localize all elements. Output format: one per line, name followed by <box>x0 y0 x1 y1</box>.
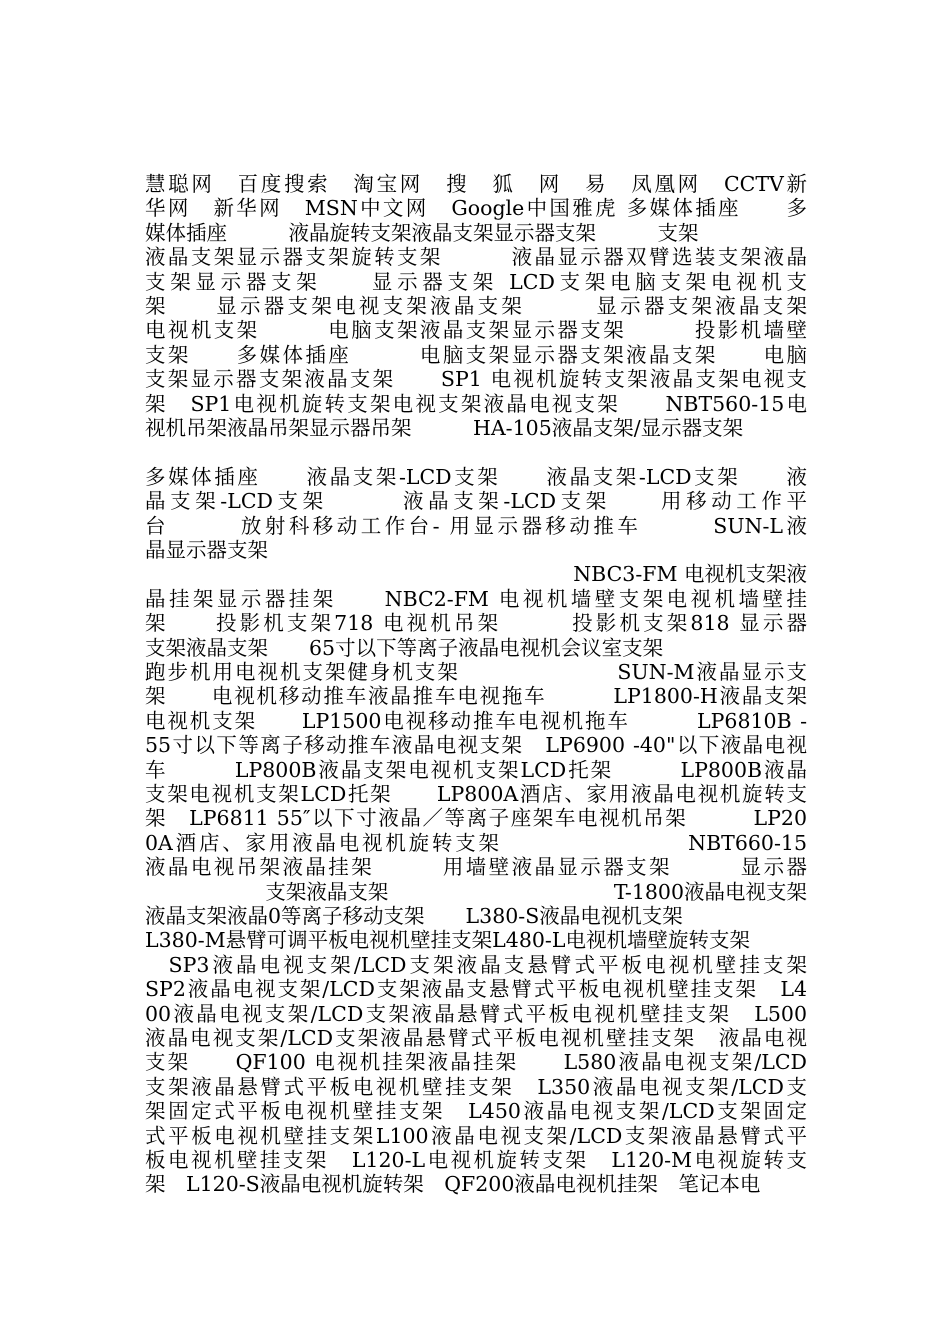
text-line: 晶显示器支架 <box>145 538 268 562</box>
text-line: 电视机支架 LP1500电视移动推车电视机拖车 LP6810B - <box>145 708 807 733</box>
text-line: 式平板电视机壁挂支架L100液晶电视支架/LCD支架液晶悬臂式平 <box>145 1123 807 1148</box>
text-line: 架 投影机支架718 电视机吊架 投影机支架818 显示器 <box>145 611 807 636</box>
text-line: 液晶电视支架/LCD支架液晶悬臂式平板电视机壁挂支架 液晶电视 <box>145 1026 807 1050</box>
text-line: 视机吊架液晶吊架显示器吊架 HA-105液晶支架/显示器支架 <box>145 416 744 440</box>
text-line <box>145 440 807 464</box>
text-line: 车 LP800B液晶支架电视机支架LCD托架 LP800B液晶 <box>145 757 807 782</box>
text-line: 支架 多媒体插座 电脑支架显示器支架液晶支架 电脑 <box>145 342 807 367</box>
text-line: 0A酒店、家用液晶电视机旋转支架 NBT660-15 <box>145 830 807 855</box>
text-line: 慧聪网 百度搜索 淘宝网 搜 狐 网 易 凤凰网 CCTV新 <box>145 172 807 196</box>
text-line: 晶支架-LCD支架 液晶支架-LCD支架 用移动工作平 <box>145 489 807 514</box>
text-line: 台 放射科移动工作台- 用显示器移动推车 SUN-L液 <box>145 513 807 538</box>
text-line: NBC3-FM 电视机支架液 <box>573 562 807 587</box>
text-line: 支架电视机支架LCD托架 LP800A酒店、家用液晶电视机旋转支 <box>145 782 807 806</box>
text-line: 架 LP6811 55″以下寸液晶／等离子座架车电视机吊架 LP20 <box>145 806 807 831</box>
text-line: 支架显示器支架 显示器支架 LCD支架电脑支架电视机支 <box>145 269 807 294</box>
text-line: 架 显示器支架电视支架液晶支架 显示器支架液晶支架 <box>145 294 807 318</box>
text-line: 跑步机用电视机支架健身机支架 SUN-M液晶显示支 <box>145 660 807 684</box>
text-line: 支架显示器支架液晶支架 SP1 电视机旋转支架液晶支架电视支 <box>145 367 807 392</box>
text-line: 液晶电视吊架液晶挂架 用墙壁液晶显示器支架 显示器 <box>145 855 807 880</box>
text-line: SP2液晶电视支架/LCD支架液晶支悬臂式平板电视机壁挂支架 L4 <box>145 977 807 1002</box>
text-line: SP3液晶电视支架/LCD支架液晶支悬臂式平板电视机壁挂支架 <box>145 952 807 977</box>
text-line: 架 L120-S液晶电视机旋转架 QF200液晶电视机挂架 笔记本电 <box>145 1172 761 1197</box>
text-line: 晶挂架显示器挂架 NBC2-FM 电视机墙壁支架电视机墙壁挂 <box>145 586 807 611</box>
text-line: 支架液晶悬臂式平板电视机壁挂支架 L350液晶电视支架/LCD支 <box>145 1074 807 1099</box>
text-line: 支架 QF100 电视机挂架液晶挂架 L580液晶电视支架/LCD <box>145 1050 807 1075</box>
text-line: 电视机支架 电脑支架液晶支架显示器支架 投影机墙壁 <box>145 318 807 343</box>
text-line: 架 SP1电视机旋转支架电视支架液晶电视支架 NBT560-15电 <box>145 391 807 416</box>
text-line: 55寸以下等离子移动推车液晶电视支架 LP6900 -40"以下液晶电视 <box>145 733 807 758</box>
text-line: 液晶支架液晶0等离子移动支架 L380-S液晶电视机支架 <box>145 904 683 928</box>
text-line: 00液晶电视支架/LCD支架液晶悬臂式平板电视机壁挂支架 L500 <box>145 1001 807 1026</box>
text-line: 多媒体插座 液晶支架-LCD支架 液晶支架-LCD支架 液 <box>145 464 807 489</box>
text-line: 板电视机壁挂支架 L120-L电视机旋转支架 L120-M电视旋转支 <box>145 1148 807 1172</box>
text-line: 架固定式平板电视机壁挂支架 L450液晶电视支架/LCD支架固定 <box>145 1099 807 1124</box>
text-line: 支架液晶支架 T-1800液晶电视支架 <box>265 879 807 904</box>
text-line: 支架液晶支架 65寸以下等离子液晶电视机会议室支架 <box>145 635 664 660</box>
text-line: 媒体插座 液晶旋转支架液晶支架显示器支架 支架 <box>145 220 699 245</box>
text-line: 液晶支架显示器支架旋转支架 液晶显示器双臂选装支架液晶 <box>145 245 807 270</box>
text-line: 华网 新华网 MSN中文网 Google中国雅虎 多媒体插座 多 <box>145 196 807 221</box>
text-line: 架 电视机移动推车液晶推车电视拖车 LP1800-H液晶支架 <box>145 684 807 709</box>
text-line: L380-M悬臂可调平板电视机壁挂支架L480-L电视机墙壁旋转支架 <box>145 928 750 953</box>
